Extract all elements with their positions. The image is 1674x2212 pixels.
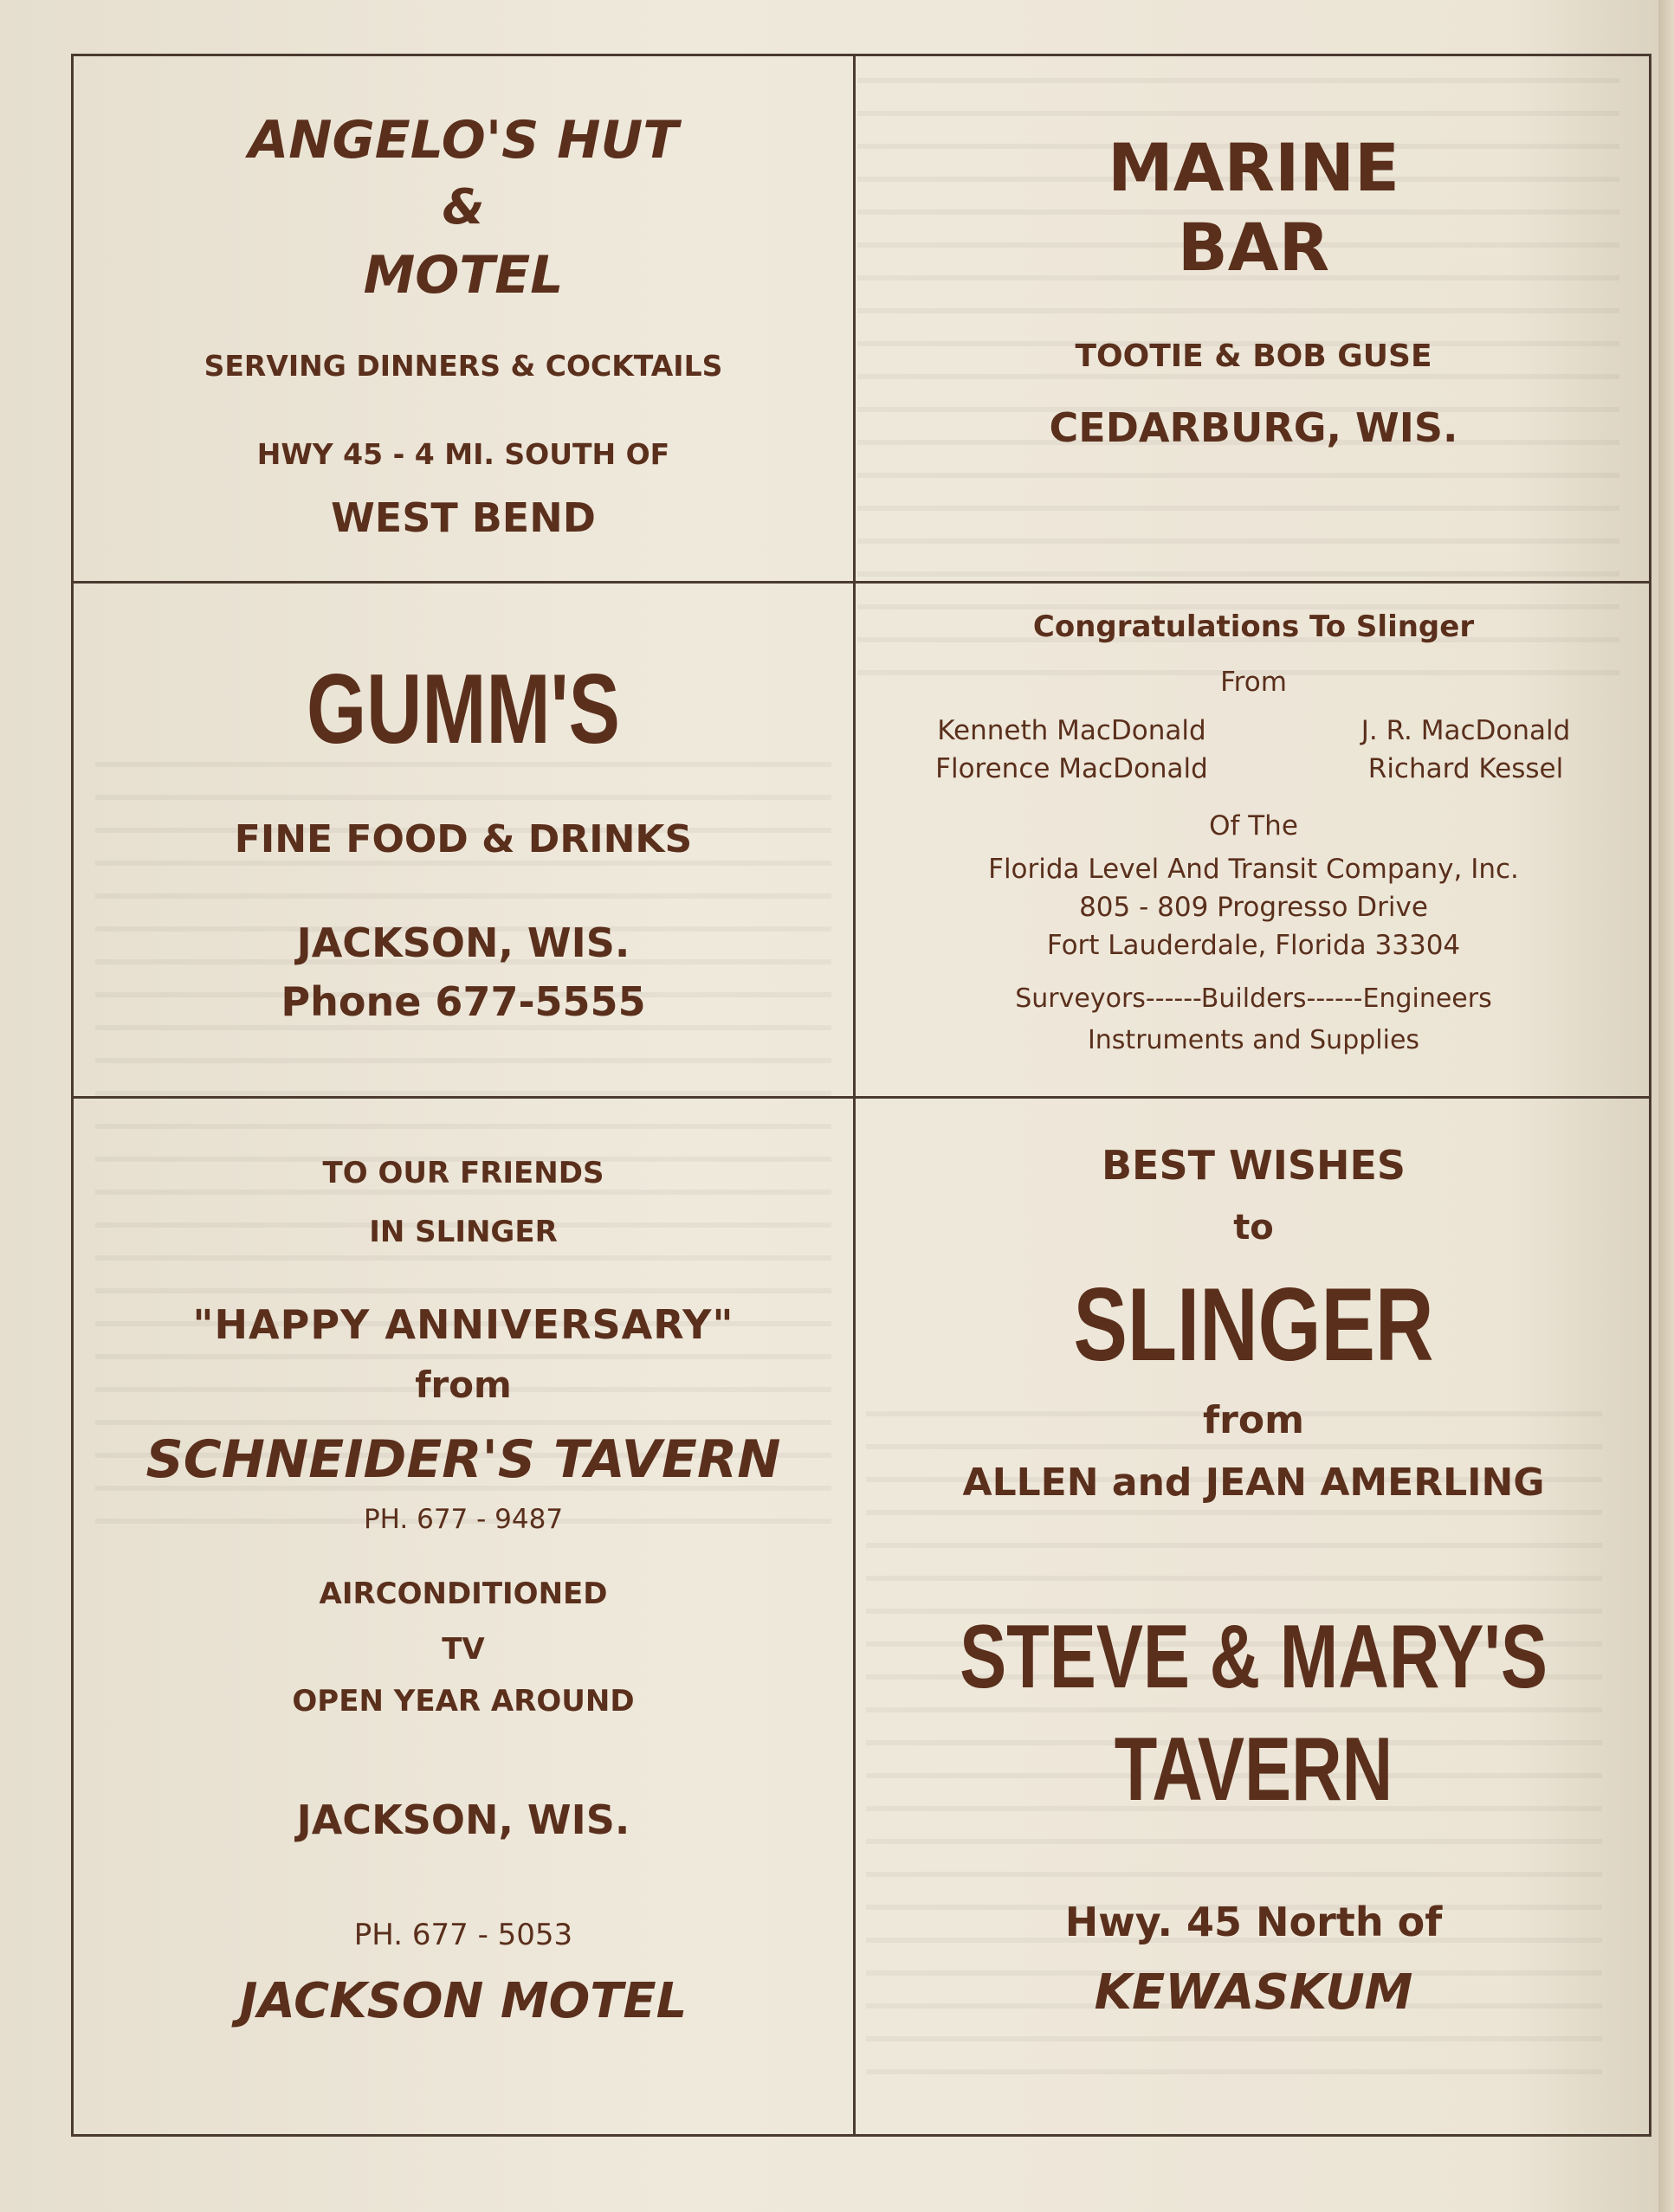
ad-motel: JACKSON MOTEL — [239, 1973, 688, 2029]
ad-city: CEDARBURG, WIS. — [1049, 404, 1458, 451]
ad-line: AIRCONDITIONED — [319, 1577, 608, 1611]
ad-title-line: MARINE — [1108, 129, 1399, 206]
ad-title-line: & — [442, 179, 485, 235]
page-edge — [1658, 0, 1674, 2212]
ad-phone: PH. 677 - 9487 — [363, 1504, 564, 1535]
ad-ofthe: Of The — [1209, 810, 1298, 842]
ad-title-line: BAR — [1177, 209, 1330, 286]
ad-angelos-hut — [74, 56, 853, 581]
ad-line: TV — [442, 1632, 485, 1667]
ad-marine-bar — [856, 56, 1651, 581]
ad-services: Surveyors------Builders------Engineers — [1015, 983, 1492, 1014]
ad-city: KEWASKUM — [1094, 1964, 1413, 2021]
ad-city: JACKSON, WIS. — [296, 919, 630, 966]
ad-phone: PH. 677 - 5053 — [353, 1918, 573, 1952]
ad-company: Florida Level And Transit Company, Inc. — [988, 854, 1519, 885]
ad-phone: Phone 677-5555 — [281, 978, 646, 1025]
ad-citystate: Fort Lauderdale, Florida 33304 — [1046, 930, 1461, 961]
ad-name: J. R. MacDonald — [1361, 715, 1571, 746]
ad-from: from — [1203, 1398, 1304, 1442]
ad-congrats: Congratulations To Slinger — [1032, 609, 1475, 644]
ad-name: Florence MacDonald — [935, 753, 1208, 784]
ad-steve-marys-tavern — [856, 1099, 1651, 2137]
ad-title-line: ANGELO'S HUT — [248, 110, 679, 171]
ad-title-line: STEVE & MARY'S — [960, 1607, 1548, 1707]
ad-names: ALLEN and JEAN AMERLING — [962, 1461, 1545, 1505]
ad-from: from — [415, 1364, 512, 1406]
ad-line: IN SLINGER — [369, 1215, 558, 1249]
ad-supplies: Instruments and Supplies — [1087, 1025, 1420, 1055]
ad-tagline: FINE FOOD & DRINKS — [234, 817, 693, 861]
ad-line: BEST WISHES — [1101, 1142, 1406, 1189]
ad-location: Hwy. 45 North of — [1064, 1899, 1443, 1945]
ad-tagline: SERVING DINNERS & COCKTAILS — [204, 349, 723, 383]
ad-gumms — [74, 584, 853, 1096]
ad-title: SCHNEIDER'S TAVERN — [145, 1429, 781, 1490]
ad-grid — [71, 54, 1651, 2137]
ad-location: HWY 45 - 4 MI. SOUTH OF — [256, 437, 670, 471]
ad-title: GUMM'S — [307, 655, 620, 764]
ad-name: Kenneth MacDonald — [937, 715, 1206, 746]
ad-city: WEST BEND — [331, 494, 596, 541]
ad-florida-level — [856, 584, 1651, 1096]
ad-address: 805 - 809 Progresso Drive — [1079, 892, 1428, 923]
ad-city: JACKSON, WIS. — [296, 1796, 630, 1843]
ad-line: to — [1233, 1208, 1274, 1248]
ad-title-line: MOTEL — [363, 245, 564, 306]
ad-slinger: SLINGER — [1073, 1267, 1434, 1383]
ad-name: Richard Kessel — [1367, 753, 1564, 784]
ad-line: OPEN YEAR AROUND — [292, 1684, 635, 1719]
ad-happy-anniversary: "HAPPY ANNIVERSARY" — [192, 1301, 734, 1348]
ad-schneiders-tavern — [74, 1099, 853, 2137]
ad-owners: TOOTIE & BOB GUSE — [1075, 339, 1432, 374]
ad-title-line: TAVERN — [1114, 1719, 1393, 1820]
ad-from: From — [1220, 667, 1287, 698]
ad-line: TO OUR FRIENDS — [322, 1156, 604, 1190]
